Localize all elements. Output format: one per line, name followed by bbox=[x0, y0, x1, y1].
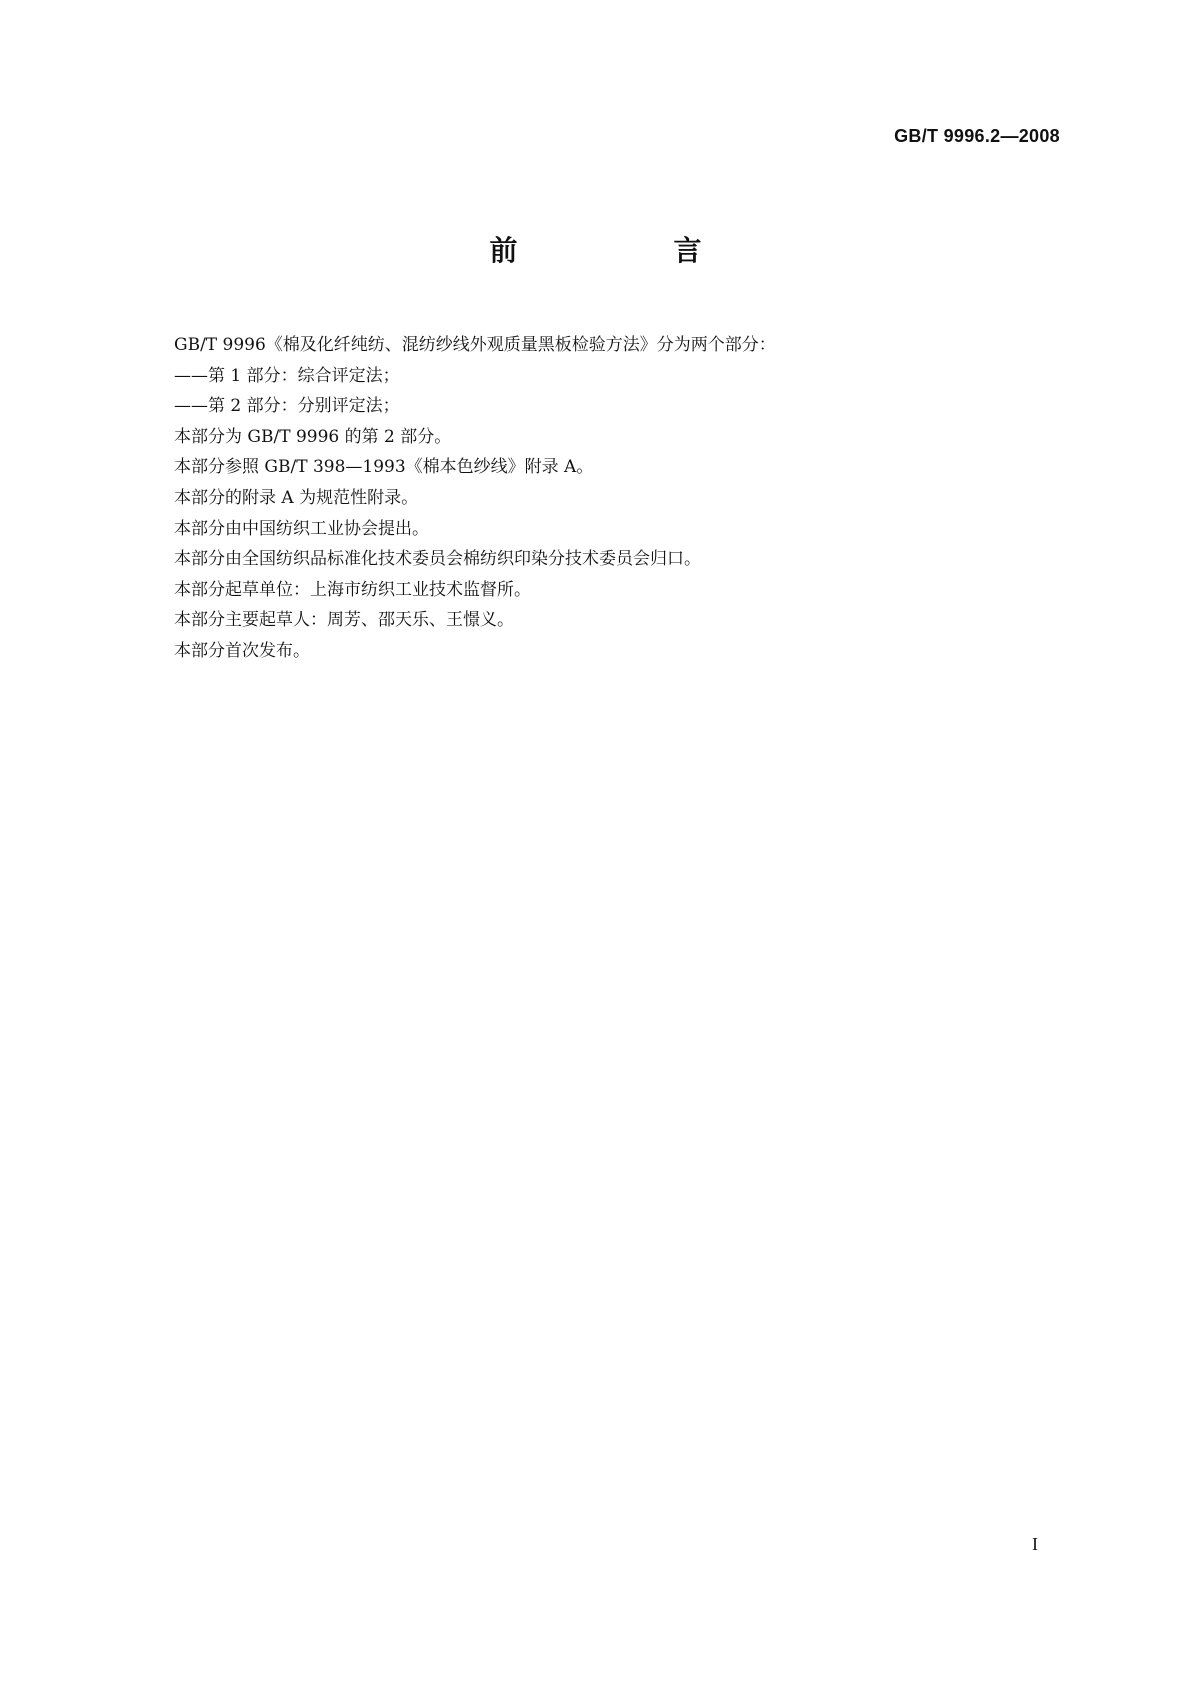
page-title: 前 言 bbox=[489, 234, 766, 267]
paragraph-drafting-unit: 本部分起草单位：上海市纺织工业技术监督所。 bbox=[174, 579, 531, 600]
paragraph-part-1: ——第 1 部分：综合评定法； bbox=[174, 365, 400, 386]
paragraph-parts-overview: GB/T 9996《棉及化纤纯纺、混纺纱线外观质量黑板检验方法》分为两个部分： bbox=[174, 335, 776, 355]
standard-code: GB/T 9996.2—2008 bbox=[894, 126, 1060, 146]
foreword-body bbox=[174, 330, 1034, 667]
paragraph-part-2: ——第 2 部分：分别评定法； bbox=[174, 396, 400, 417]
paragraph-this-part: 本部分为 GB/T 9996 的第 2 部分。 bbox=[174, 426, 452, 447]
paragraph-proposed-by: 本部分由中国纺织工业协会提出。 bbox=[174, 518, 429, 539]
paragraph-drafters: 本部分主要起草人：周芳、邵天乐、王憬义。 bbox=[174, 610, 514, 631]
paragraph-first-release: 本部分首次发布。 bbox=[174, 640, 310, 661]
page-number: I bbox=[1032, 1534, 1038, 1554]
paragraph-annex: 本部分的附录 A 为规范性附录。 bbox=[174, 487, 419, 508]
paragraph-reference: 本部分参照 GB/T 398—1993《棉本色纱线》附录 A。 bbox=[174, 457, 594, 478]
paragraph-centralized-by: 本部分由全国纺织品标准化技术委员会棉纺织印染分技术委员会归口。 bbox=[174, 549, 701, 570]
